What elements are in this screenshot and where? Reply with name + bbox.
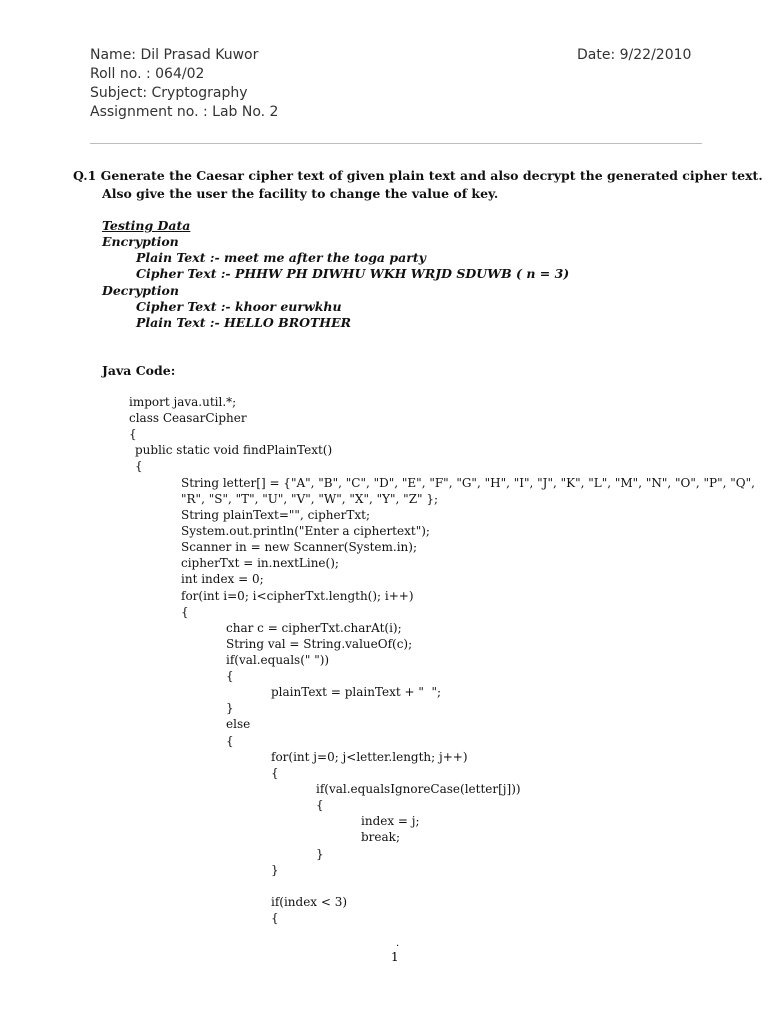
code-line: { [181, 605, 189, 619]
question-line-2: Also give the user the facility to change the value of key. [102, 186, 499, 201]
code-line: } [316, 847, 324, 861]
code-line: if(val.equals(" ")) [226, 653, 330, 667]
code-line: class CeasarCipher [129, 411, 247, 425]
code-line: plainText = plainText + " "; [271, 685, 442, 699]
code-line: { [226, 734, 234, 748]
decryption-label: Decryption [102, 283, 179, 298]
code-line: if(index < 3) [271, 895, 348, 909]
code-line: } [271, 863, 279, 877]
subject: Subject: Cryptography [90, 85, 248, 101]
code-line: { [316, 798, 324, 812]
code-line: System.out.println("Enter a ciphertext"); [181, 524, 430, 538]
student-name: Name: Dil Prasad Kuwor [90, 47, 259, 63]
java-code-label: Java Code: [102, 363, 176, 378]
code-line: { [129, 427, 137, 441]
code-line: for(int i=0; i<cipherTxt.length(); i++) [181, 589, 414, 603]
code-line: index = j; [361, 814, 420, 828]
code-line: for(int j=0; j<letter.length; j++) [271, 750, 468, 764]
code-line: int index = 0; [181, 572, 264, 586]
code-line: { [226, 669, 234, 683]
code-line: cipherTxt = in.nextLine(); [181, 556, 339, 570]
code-line: String plainText="", cipherTxt; [181, 508, 371, 522]
question-line-1: Q.1 Generate the Caesar cipher text of given plain text and also decrypt the generated cipher text. [73, 168, 763, 183]
code-line: String val = String.valueOf(c); [226, 637, 413, 651]
code-line: public static void findPlainText() [135, 443, 333, 457]
encryption-label: Encryption [102, 234, 179, 249]
decryption-cipher-text: Cipher Text :- khoor eurwkhu [136, 299, 342, 314]
code-line: if(val.equalsIgnoreCase(letter[j])) [316, 782, 521, 796]
code-line: break; [361, 830, 400, 844]
encryption-cipher-text: Cipher Text :- PHHW PH DIWHU WKH WRJD SDUWB ( n = 3) [136, 266, 570, 281]
code-line: "R", "S", "T", "U", "V", "W", "X", "Y", "Z" }; [181, 492, 439, 506]
roll-number: Roll no. : 064/02 [90, 66, 205, 82]
code-line: { [271, 766, 279, 780]
assignment-number: Assignment no. : Lab No. 2 [90, 104, 279, 120]
code-line: else [226, 717, 251, 731]
page-number: 1 [391, 950, 399, 964]
date: Date: 9/22/2010 [577, 47, 692, 63]
testing-data-heading: Testing Data [102, 218, 191, 233]
code-line: { [271, 911, 279, 925]
code-line: import java.util.*; [129, 395, 237, 409]
code-line: } [226, 701, 234, 715]
code-line: { [135, 459, 143, 473]
header-divider [90, 143, 702, 144]
code-line: Scanner in = new Scanner(System.in); [181, 540, 418, 554]
code-line: String letter[] = {"A", "B", "C", "D", "E", "F", "G", "H", "I", "J", "K", "L", "M", "N", "O", "P", "Q", [181, 476, 755, 490]
page-mark: . [396, 938, 400, 949]
code-line: char c = cipherTxt.charAt(i); [226, 621, 402, 635]
encryption-plain-text: Plain Text :- meet me after the toga party [136, 250, 426, 265]
decryption-plain-text: Plain Text :- HELLO BROTHER [136, 315, 352, 330]
